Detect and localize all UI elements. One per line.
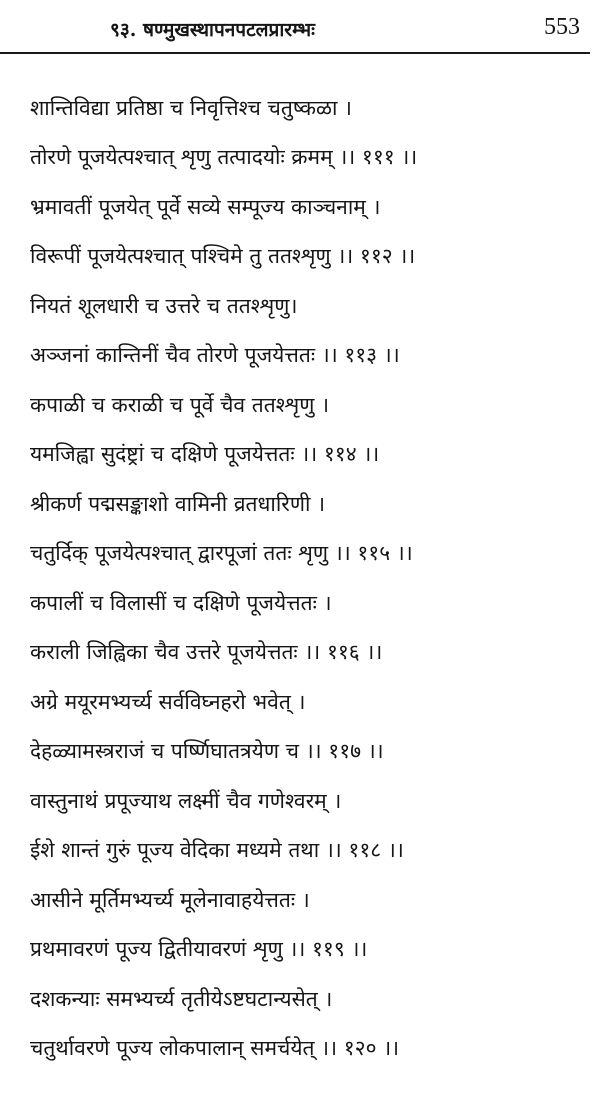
verse-line: कराली जिह्विका चैव उत्तरे पूजयेत्ततः ।। ११६ ।। — [30, 640, 383, 664]
verse-line: कपालीं च विलासीं च दक्षिणे पूजयेत्ततः । — [30, 591, 332, 615]
verse-113 — [30, 282, 590, 381]
page-number: 553 — [544, 14, 580, 40]
chapter-heading: ९३. षण्मुखस्थापनपटलप्रारम्भः — [110, 19, 315, 41]
verse-line: शान्तिविद्या प्रतिष्ठा च निवृत्तिश्च चतुष्कळा । — [30, 96, 353, 120]
verse-119 — [30, 876, 590, 975]
verse-line: ईशे शान्तं गुरुं पूज्य वेदिका मध्यमे तथा ।। ११८ ।। — [30, 838, 404, 862]
verse-line: यमजिह्वा सुदंष्ट्रां च दक्षिणे पूजयेत्ततः ।। ११४ ।। — [30, 442, 380, 466]
verse-114 — [30, 381, 590, 480]
header-rule — [0, 52, 590, 54]
verse-line: श्रीकर्ण पद्मसङ्काशो वामिनी व्रतधारिणी । — [30, 492, 326, 516]
verse-118 — [30, 777, 590, 876]
verse-111 — [30, 84, 590, 183]
verse-116 — [30, 579, 590, 678]
verse-line: आसीने मूर्तिमभ्यर्च्य मूलेनावाहयेत्ततः । — [30, 888, 310, 912]
verse-line: विरूपीं पूजयेत्पश्चात् पश्चिमे तु ततश्शृणु ।। ११२ ।। — [30, 244, 416, 268]
verse-line: प्रथमावरणं पूज्य द्वितीयावरणं शृणु ।। ११९ ।। — [30, 937, 368, 961]
verse-line: दशकन्याः समभ्यर्च्य तृतीयेऽष्टघटान्यसेत् । — [30, 987, 333, 1011]
verse-line: अग्रे मयूरमभ्यर्च्य सर्वविघ्नहरो भवेत् । — [30, 690, 306, 714]
verse-120 — [30, 975, 590, 1074]
verse-line: देहळ्यामस्त्रराजं च पर्ष्णिघातत्रयेण च ।। ११७ ।। — [30, 739, 384, 763]
verse-line: वास्तुनाथं प्रपूज्याथ लक्ष्मीं चैव गणेश्वरम् । — [30, 789, 342, 813]
page-header — [0, 0, 600, 54]
verse-line: तोरणे पूजयेत्पश्चात् शृणु तत्पादयोः क्रमम् ।। १११ ।। — [30, 145, 418, 169]
verse-line: नियतं शूलधारी च उत्तरे च ततश्शृणु। — [30, 294, 298, 318]
verse-line: भ्रमावतीं पूजयेत् पूर्वे सव्ये सम्पूज्य काञ्चनाम् । — [30, 195, 381, 219]
verse-117 — [30, 678, 590, 777]
verse-line: चतुर्थावरणे पूज्य लोकपालान् समर्चयेत् ।। १२० ।। — [30, 1036, 400, 1060]
verse-115 — [30, 480, 590, 579]
verse-112 — [30, 183, 590, 282]
verse-line: अञ्जनां कान्तिनीं चैव तोरणे पूजयेत्ततः ।। ११३ ।। — [30, 343, 400, 367]
verse-line: चतुर्दिक् पूजयेत्पश्चात् द्वारपूजां ततः शृणु ।। ११५ ।। — [30, 541, 413, 565]
verse-list — [30, 84, 590, 1074]
verse-line: कपाळी च कराळी च पूर्वे चैव ततश्शृणु । — [30, 393, 330, 417]
